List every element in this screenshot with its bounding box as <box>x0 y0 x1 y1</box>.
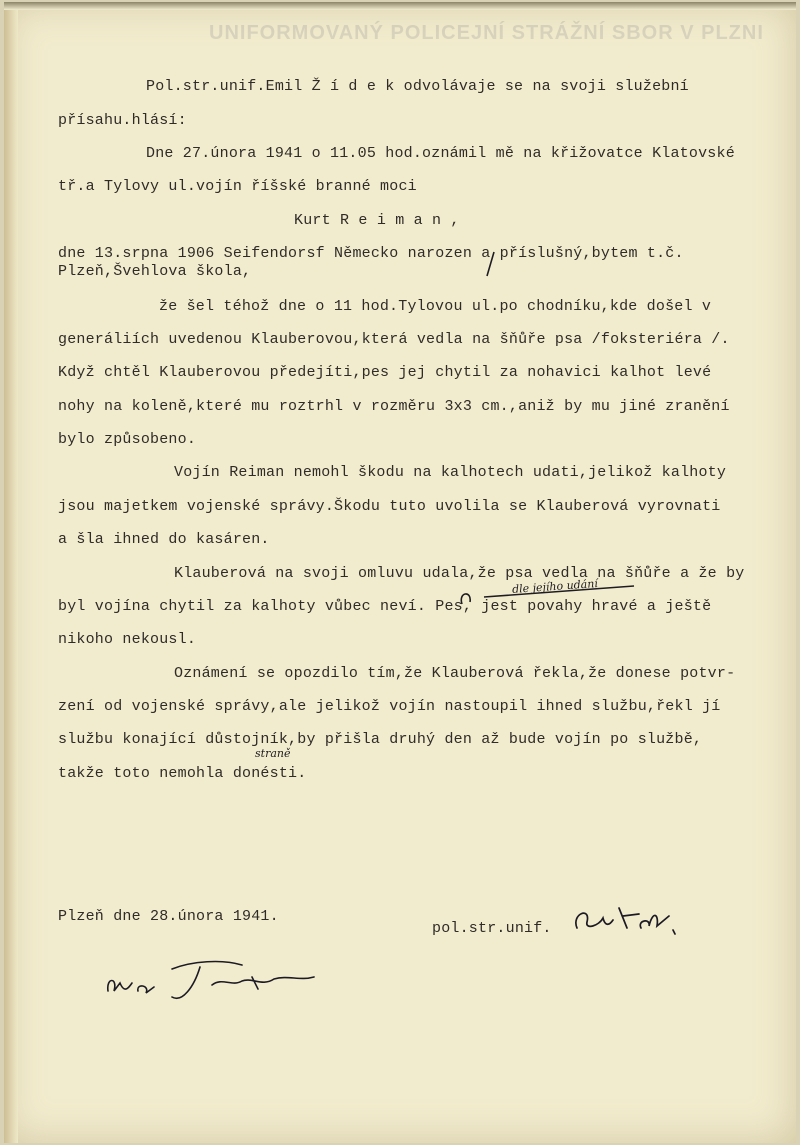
report-line-18: nikoho nekousl. <box>58 631 197 648</box>
handwritten-slash-mark <box>484 250 498 280</box>
report-line-5: Kurt R e i m a n , <box>294 212 460 229</box>
report-line-1: Pol.str.unif.Emil Ž í d e k odvolávaje se na svoji služební <box>146 78 689 95</box>
report-line-15: a šla ihned do kasáren. <box>58 531 270 548</box>
report-line-12: bylo způsobeno. <box>58 431 197 448</box>
report-line-20: zení od vojenské správy,ale jelikož vojín nastoupil ihned službu,řekl jí <box>58 698 721 715</box>
report-line-3: Dne 27.února 1941 o 11.05 hod.oznámil mě na křižovatce Klatovské <box>146 145 735 162</box>
signature-officer <box>102 947 322 1017</box>
place-date: Plzeň dne 28.února 1941. <box>58 908 279 925</box>
handwritten-caret-mark <box>444 584 644 614</box>
report-line-22: takže toto nemohla donésti. <box>58 765 307 782</box>
report-line-14: jsou majetkem vojenské správy.Škodu tuto uvolila se Klauberová vyrovnati <box>58 498 721 515</box>
report-line-13: Vojín Reiman nemohl škodu na kalhotech udati,jelikož kalhoty <box>174 464 727 481</box>
signature-label: pol.str.unif. <box>432 920 552 937</box>
handwritten-insertion-strane: straně <box>255 747 291 760</box>
paper-edge <box>4 2 18 1143</box>
report-line-7: Plzeň,Švehlova škola, <box>58 263 252 280</box>
document-page <box>4 2 796 1143</box>
report-line-10: Když chtěl Klauberovou předejíti,pes jej chytil za nohavici kalhot levé <box>58 364 712 381</box>
report-line-19: Oznámení se opozdilo tím,že Klauberová řekla,že donese potvr- <box>174 665 736 682</box>
report-line-11: nohy na koleně,které mu roztrhl v rozměru 3x3 cm.,aniž by mu jiné zranění <box>58 398 730 415</box>
report-line-6: dne 13.srpna 1906 Seifendorsf Německo narozen a příslušný,bytem t.č. <box>58 245 684 262</box>
report-line-8: že šel téhož dne o 11 hod.Tylovou ul.po chodníku,kde došel v <box>159 298 712 315</box>
report-line-4: tř.a Tylovy ul.vojín říšské branné moci <box>58 178 417 195</box>
report-line-16: Klauberová na svoji omluvu udala,že psa vedla na šňůře a že by <box>174 565 745 582</box>
paper-top-edge <box>4 2 796 10</box>
report-line-2: přísahu.hlásí: <box>58 112 187 129</box>
report-line-21: službu konající důstojník,by přišla druhý den až bude vojín po službě, <box>58 731 703 748</box>
report-line-17: byl vojína chytil za kalhoty vůbec neví. Pes, jest povahy hravé a ještě <box>58 598 712 615</box>
handwritten-insertion-dle-jejiho-udani: dle jejího udání <box>511 577 599 596</box>
letterhead-bleed-through: UNIFORMOVANÝ POLICEJNÍ STRÁŽNÍ SBOR V PLZNI <box>209 22 764 44</box>
signature-zidek <box>569 900 689 940</box>
report-line-9: generáliích uvedenou Klauberovou,která vedla na šňůře psa /foksteriéra /. <box>58 331 730 348</box>
